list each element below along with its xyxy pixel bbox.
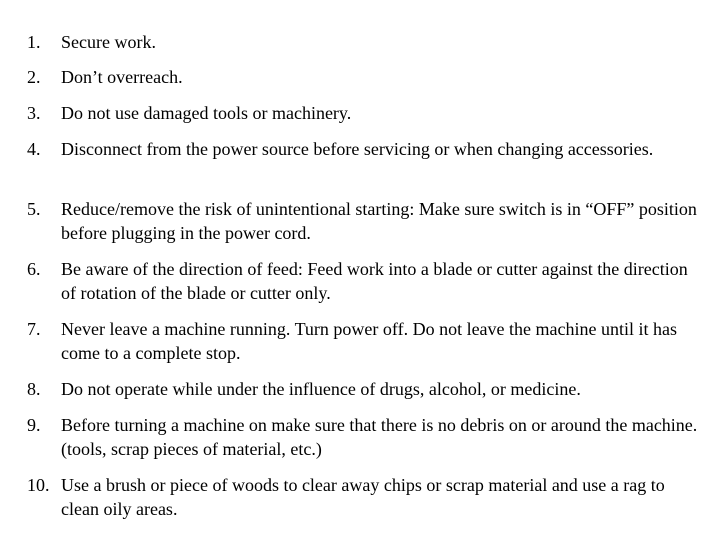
list-item-number: 2. xyxy=(27,67,41,87)
list-item-text: Before turning a machine on make sure that there is no debris on or around the machine. (tools, scrap pieces of material, etc.) xyxy=(61,415,698,459)
list-item xyxy=(0,473,720,529)
list-item-number: 7. xyxy=(27,319,41,339)
list-item xyxy=(0,257,720,313)
list-item-text: Never leave a machine running. Turn power off. Do not leave the machine until it has come to a complete stop. xyxy=(61,319,677,363)
list-item xyxy=(0,197,720,253)
list-item-number: 4. xyxy=(27,139,41,159)
list-item-text: Secure work. xyxy=(61,32,156,52)
list-item-text: Be aware of the direction of feed: Feed work into a blade or cutter against the direction of rotation of the blade or cutter only. xyxy=(61,259,688,303)
list-item-number: 3. xyxy=(27,103,41,123)
list-item-text: Disconnect from the power source before servicing or when changing accessories. xyxy=(61,139,654,159)
list-item-text: Do not use damaged tools or machinery. xyxy=(61,103,352,123)
list-item-number: 5. xyxy=(27,199,41,219)
list-item-number: 9. xyxy=(27,415,41,435)
list-item xyxy=(0,137,720,193)
list-item-number: 1. xyxy=(27,32,41,52)
list-item xyxy=(0,413,720,469)
list-item-text: Reduce/remove the risk of unintentional starting: Make sure switch is in “OFF” position before plugging in the power cord. xyxy=(61,199,697,243)
list-item-text: Don’t overreach. xyxy=(61,67,183,87)
list-item xyxy=(0,317,720,373)
list-item-text: Use a brush or piece of woods to clear away chips or scrap material and use a rag to clean oily areas. xyxy=(61,475,665,519)
list-item-number: 8. xyxy=(27,379,41,399)
list-item-text: Do not operate while under the influence of drugs, alcohol, or medicine. xyxy=(61,379,581,399)
list-item-number: 6. xyxy=(27,259,41,279)
list-item-number: 10. xyxy=(27,475,50,495)
